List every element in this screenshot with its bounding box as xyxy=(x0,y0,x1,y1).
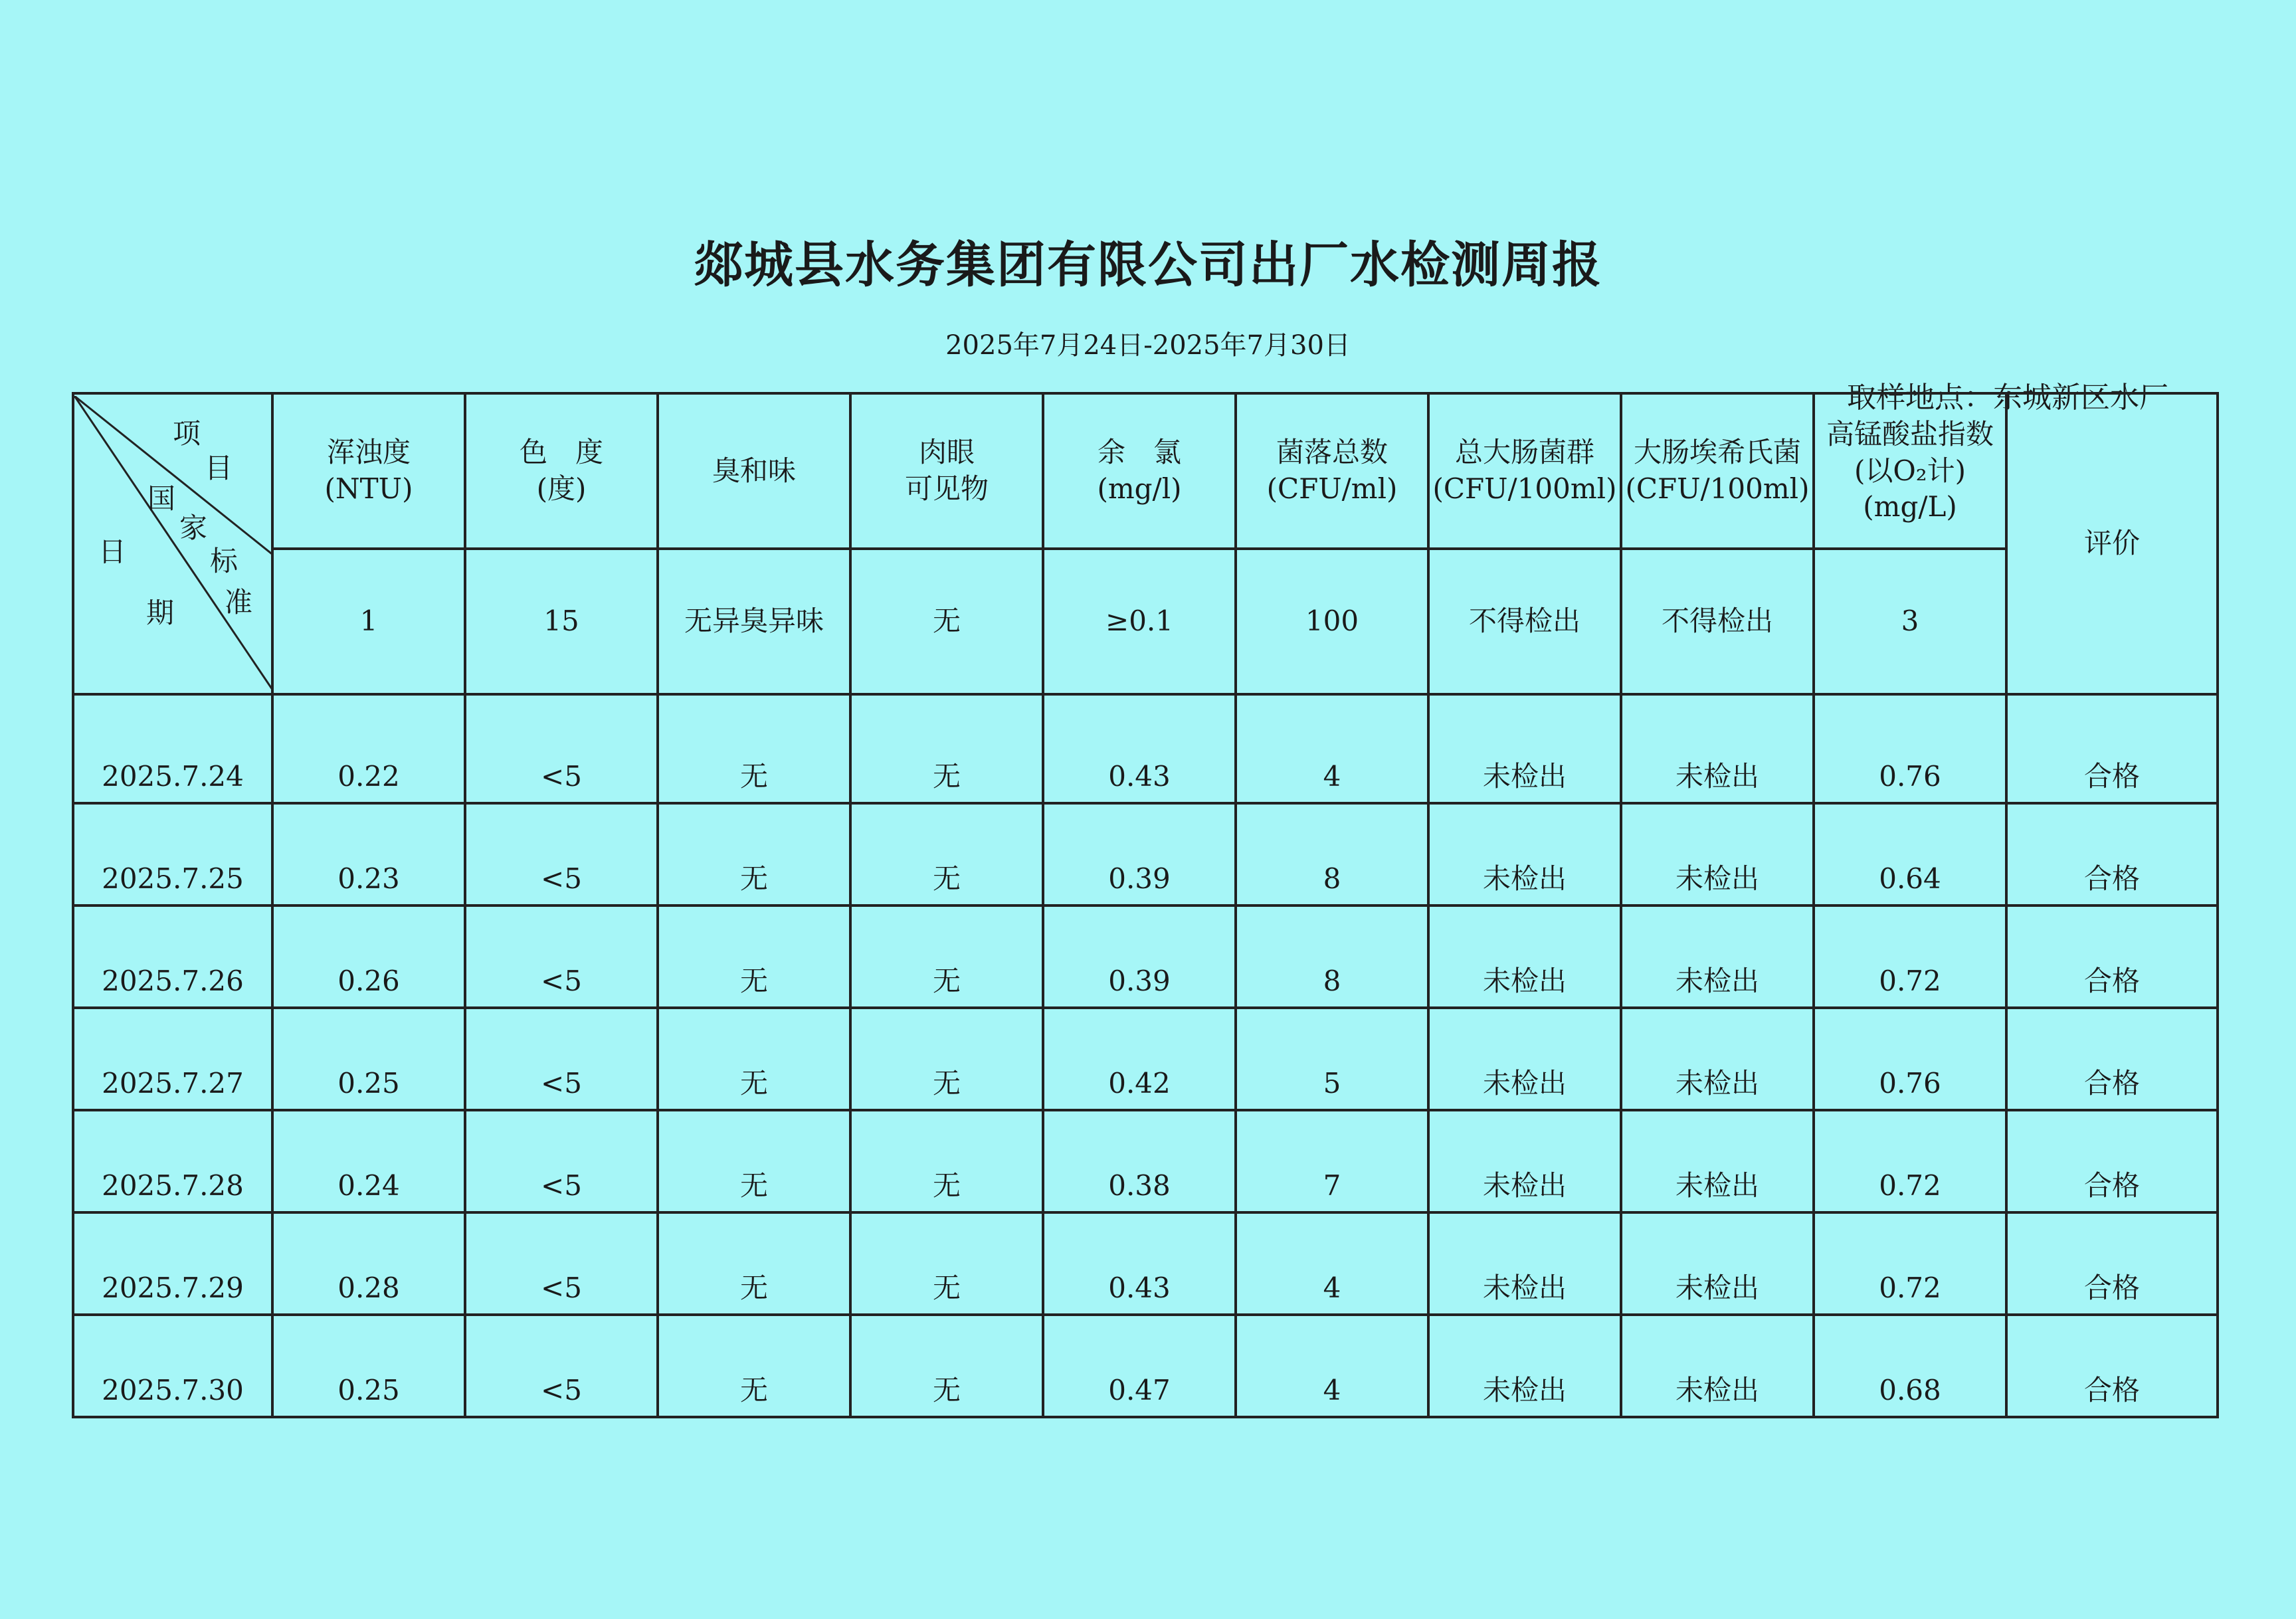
row-date: 2025.7.28 xyxy=(73,1110,272,1212)
cell-e-coli: 未检出 xyxy=(1621,1008,1814,1110)
cell-permanganate-index: 0.64 xyxy=(1814,803,2006,905)
cell-odor-taste: 无 xyxy=(658,1110,850,1212)
cell-colony-count: 5 xyxy=(1236,1008,1428,1110)
cell-total-coliforms: 未检出 xyxy=(1428,905,1621,1008)
cell-permanganate-index: 0.76 xyxy=(1814,694,2006,803)
cell-turbidity: 0.26 xyxy=(272,905,465,1008)
cell-turbidity: 0.25 xyxy=(272,1315,465,1417)
cell-visible-matter: 无 xyxy=(850,694,1043,803)
cell-turbidity: 0.25 xyxy=(272,1008,465,1110)
cell-total-coliforms: 未检出 xyxy=(1428,1008,1621,1110)
cell-visible-matter: 无 xyxy=(850,1212,1043,1315)
standard-visible-matter: 无 xyxy=(850,549,1043,694)
header-turbidity: 浑浊度 (NTU) xyxy=(272,393,465,549)
corner-standard-char-2: 家 xyxy=(179,512,208,544)
cell-colony-count: 8 xyxy=(1236,905,1428,1008)
cell-total-coliforms: 未检出 xyxy=(1428,803,1621,905)
table-row xyxy=(73,905,2218,1008)
cell-e-coli: 未检出 xyxy=(1621,1110,1814,1212)
cell-permanganate-index: 0.72 xyxy=(1814,1212,2006,1315)
cell-odor-taste: 无 xyxy=(658,905,850,1008)
cell-turbidity: 0.24 xyxy=(272,1110,465,1212)
standard-total-coliforms: 不得检出 xyxy=(1428,549,1621,694)
header-row-standards xyxy=(73,549,2218,694)
cell-color: <5 xyxy=(465,694,658,803)
cell-evaluation: 合格 xyxy=(2006,1212,2218,1315)
cell-residual-chlorine: 0.42 xyxy=(1043,1008,1236,1110)
cell-colony-count: 4 xyxy=(1236,1315,1428,1417)
cell-e-coli: 未检出 xyxy=(1621,1315,1814,1417)
table-row xyxy=(73,1008,2218,1110)
header-total-coliforms: 总大肠菌群 (CFU/100ml) xyxy=(1428,393,1621,549)
standard-e-coli: 不得检出 xyxy=(1621,549,1814,694)
table-row xyxy=(73,803,2218,905)
water-quality-table xyxy=(72,392,2219,1418)
cell-odor-taste: 无 xyxy=(658,1008,850,1110)
cell-e-coli: 未检出 xyxy=(1621,905,1814,1008)
corner-item-char-1: 项 xyxy=(173,417,201,450)
header-visible-matter: 肉眼 可见物 xyxy=(850,393,1043,549)
cell-colony-count: 7 xyxy=(1236,1110,1428,1212)
cell-total-coliforms: 未检出 xyxy=(1428,1110,1621,1212)
cell-turbidity: 0.23 xyxy=(272,803,465,905)
standard-permanganate-index: 3 xyxy=(1814,549,2006,694)
cell-evaluation: 合格 xyxy=(2006,694,2218,803)
header-e-coli: 大肠埃希氏菌 (CFU/100ml) xyxy=(1621,393,1814,549)
header-evaluation: 评价 xyxy=(2006,393,2218,694)
cell-total-coliforms: 未检出 xyxy=(1428,1212,1621,1315)
report-title: 郯城县水务集团有限公司出厂水检测周报 xyxy=(694,237,1602,294)
standard-color: 15 xyxy=(465,549,658,694)
table-row xyxy=(73,694,2218,803)
report-date-range: 2025年7月24日-2025年7月30日 xyxy=(945,330,1351,361)
cell-permanganate-index: 0.72 xyxy=(1814,1110,2006,1212)
cell-total-coliforms: 未检出 xyxy=(1428,694,1621,803)
table-row xyxy=(73,1212,2218,1315)
cell-color: <5 xyxy=(465,1008,658,1110)
cell-color: <5 xyxy=(465,803,658,905)
cell-permanganate-index: 0.68 xyxy=(1814,1315,2006,1417)
corner-item-char-2: 目 xyxy=(205,452,233,484)
cell-e-coli: 未检出 xyxy=(1621,803,1814,905)
row-date: 2025.7.26 xyxy=(73,905,272,1008)
corner-date-char-2: 期 xyxy=(146,597,175,629)
table-row xyxy=(73,1315,2218,1417)
cell-evaluation: 合格 xyxy=(2006,905,2218,1008)
cell-colony-count: 4 xyxy=(1236,1212,1428,1315)
cell-residual-chlorine: 0.38 xyxy=(1043,1110,1236,1212)
cell-visible-matter: 无 xyxy=(850,905,1043,1008)
cell-colony-count: 4 xyxy=(1236,694,1428,803)
cell-residual-chlorine: 0.43 xyxy=(1043,694,1236,803)
cell-color: <5 xyxy=(465,1315,658,1417)
standard-turbidity: 1 xyxy=(272,549,465,694)
cell-total-coliforms: 未检出 xyxy=(1428,1315,1621,1417)
standard-residual-chlorine: ≥0.1 xyxy=(1043,549,1236,694)
cell-visible-matter: 无 xyxy=(850,1315,1043,1417)
cell-turbidity: 0.28 xyxy=(272,1212,465,1315)
row-date: 2025.7.27 xyxy=(73,1008,272,1110)
header-color: 色 度 (度) xyxy=(465,393,658,549)
standard-odor-taste: 无异臭异味 xyxy=(658,549,850,694)
corner-date-char-1: 日 xyxy=(98,535,127,568)
sampling-location: 取样地点：东城新区水厂 xyxy=(1847,381,2168,415)
header-colony-count: 菌落总数 (CFU/ml) xyxy=(1236,393,1428,549)
cell-color: <5 xyxy=(465,905,658,1008)
cell-permanganate-index: 0.76 xyxy=(1814,1008,2006,1110)
cell-odor-taste: 无 xyxy=(658,803,850,905)
cell-residual-chlorine: 0.39 xyxy=(1043,803,1236,905)
cell-color: <5 xyxy=(465,1212,658,1315)
cell-permanganate-index: 0.72 xyxy=(1814,905,2006,1008)
cell-evaluation: 合格 xyxy=(2006,1008,2218,1110)
row-date: 2025.7.24 xyxy=(73,694,272,803)
cell-visible-matter: 无 xyxy=(850,1110,1043,1212)
cell-evaluation: 合格 xyxy=(2006,1315,2218,1417)
header-corner-cell xyxy=(73,393,272,694)
cell-e-coli: 未检出 xyxy=(1621,694,1814,803)
cell-residual-chlorine: 0.43 xyxy=(1043,1212,1236,1315)
cell-residual-chlorine: 0.47 xyxy=(1043,1315,1236,1417)
cell-e-coli: 未检出 xyxy=(1621,1212,1814,1315)
row-date: 2025.7.25 xyxy=(73,803,272,905)
header-permanganate-index: 高锰酸盐指数 (以O₂计) (mg/L) xyxy=(1814,393,2006,549)
corner-standard-char-4: 准 xyxy=(225,586,253,619)
cell-color: <5 xyxy=(465,1110,658,1212)
cell-evaluation: 合格 xyxy=(2006,1110,2218,1212)
cell-evaluation: 合格 xyxy=(2006,803,2218,905)
cell-turbidity: 0.22 xyxy=(272,694,465,803)
header-row-items xyxy=(73,393,2218,549)
cell-visible-matter: 无 xyxy=(850,803,1043,905)
standard-colony-count: 100 xyxy=(1236,549,1428,694)
header-odor-taste: 臭和味 xyxy=(658,393,850,549)
table-row xyxy=(73,1110,2218,1212)
cell-odor-taste: 无 xyxy=(658,694,850,803)
corner-standard-char-1: 国 xyxy=(147,482,176,515)
corner-standard-char-3: 标 xyxy=(210,545,239,577)
cell-odor-taste: 无 xyxy=(658,1315,850,1417)
row-date: 2025.7.30 xyxy=(73,1315,272,1417)
cell-residual-chlorine: 0.39 xyxy=(1043,905,1236,1008)
cell-odor-taste: 无 xyxy=(658,1212,850,1315)
cell-visible-matter: 无 xyxy=(850,1008,1043,1110)
header-residual-chlorine: 余 氯 (mg/l) xyxy=(1043,393,1236,549)
row-date: 2025.7.29 xyxy=(73,1212,272,1315)
cell-colony-count: 8 xyxy=(1236,803,1428,905)
